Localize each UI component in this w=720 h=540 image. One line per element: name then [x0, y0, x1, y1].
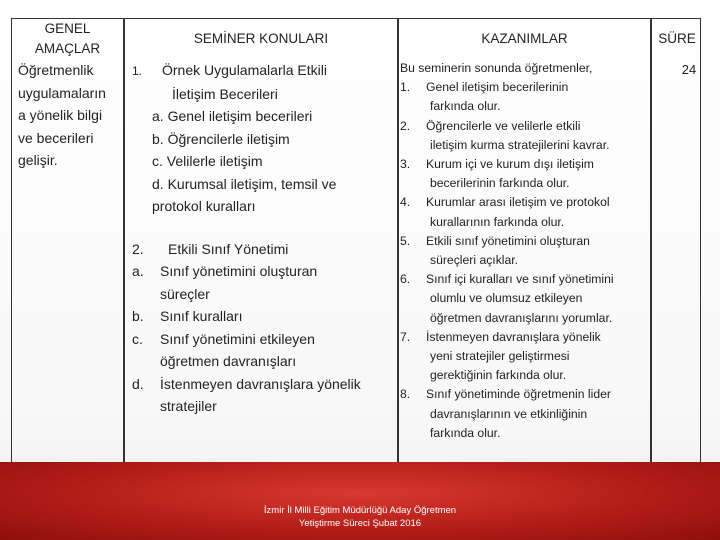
- outcome-item: 3. Kurum içi ve kurum dışı iletişim becerilerinin farkında olur.: [400, 157, 594, 191]
- topic-row: d. İstenmeyen davranışlara yönelik: [132, 375, 361, 392]
- header-outcomes: KAZANIMLAR: [481, 31, 568, 46]
- outcome-item: 1. Genel iletişim becerilerinin farkında olur.: [400, 80, 569, 114]
- topic-row: stratejiler: [160, 398, 217, 414]
- header-duration: SÜRE: [658, 31, 696, 46]
- topic-row: öğretmen davranışları: [160, 353, 297, 369]
- footer-line-1: İzmir İl Milli Eğitim Müdürlüğü Aday Öğretmen: [263, 505, 457, 516]
- topic-row: b. Sınıf kuralları: [132, 308, 243, 324]
- header-goals: GENEL AMAÇLAR: [34, 21, 101, 56]
- seminar-topics: [132, 59, 407, 418]
- outcomes-list: [400, 59, 645, 443]
- topic-row: süreçler: [160, 285, 210, 302]
- topic-row: d. Kurumsal iletişim, temsil ve: [152, 175, 337, 192]
- footer-banner: [0, 462, 720, 540]
- seminar-table: [11, 18, 701, 466]
- topic-row: c. Velilerle iletişim: [152, 153, 263, 169]
- footer-line-2: Yetiştirme Süreci Şubat 2016: [298, 518, 422, 529]
- topic-row: İletişim Becerileri: [172, 85, 278, 102]
- topic-row: protokol kuralları: [152, 198, 256, 214]
- topic-row: a. Genel iletişim becerileri: [152, 108, 313, 124]
- topic-row: 1. Örnek Uygulamalarla Etkili: [132, 62, 327, 78]
- topic-row: 2. Etkili Sınıf Yönetimi: [132, 240, 289, 257]
- outcome-item: 4. Kurumlar arası iletişim ve protokol kurallarının farkında olur.: [400, 195, 610, 229]
- outcome-item: 2. Öğrencilerle ve velilerle etkili iletişim kurma stratejilerini kavrar.: [400, 118, 610, 152]
- duration-value: 24: [681, 62, 697, 77]
- general-goals: Öğretmenlik uygulamaların a yönelik bilgi ve becerileri gelişir.: [18, 62, 106, 168]
- outcome-item: 7. İstenmeyen davranışlara yönelik yeni stratejiler geliştirmesi gerektiğinin farkında olur.: [400, 329, 601, 383]
- column-divider: [650, 19, 652, 465]
- outcome-item: 5. Etkili sınıf yönetimini oluşturan süreçleri açıklar.: [400, 233, 590, 268]
- topic-row: c. Sınıf yönetimini etkileyen: [132, 330, 315, 347]
- outcomes-intro: Bu seminerin sonunda öğretmenler,: [400, 61, 593, 75]
- outcome-item: 6. Sınıf içi kuralları ve sınıf yönetimini olumlu ve olumsuz etkileyen öğretmen davranışlarını yorumlar.: [400, 272, 614, 325]
- topic-row: b. Öğrencilerle iletişim: [152, 130, 290, 147]
- topic-row: a. Sınıf yönetimini oluşturan: [132, 263, 318, 279]
- outcome-item: 8. Sınıf yönetiminde öğretmenin lider davranışlarının ve etkinliğinin farkında olur.: [400, 387, 611, 440]
- header-topics: SEMİNER KONULARI: [193, 31, 329, 46]
